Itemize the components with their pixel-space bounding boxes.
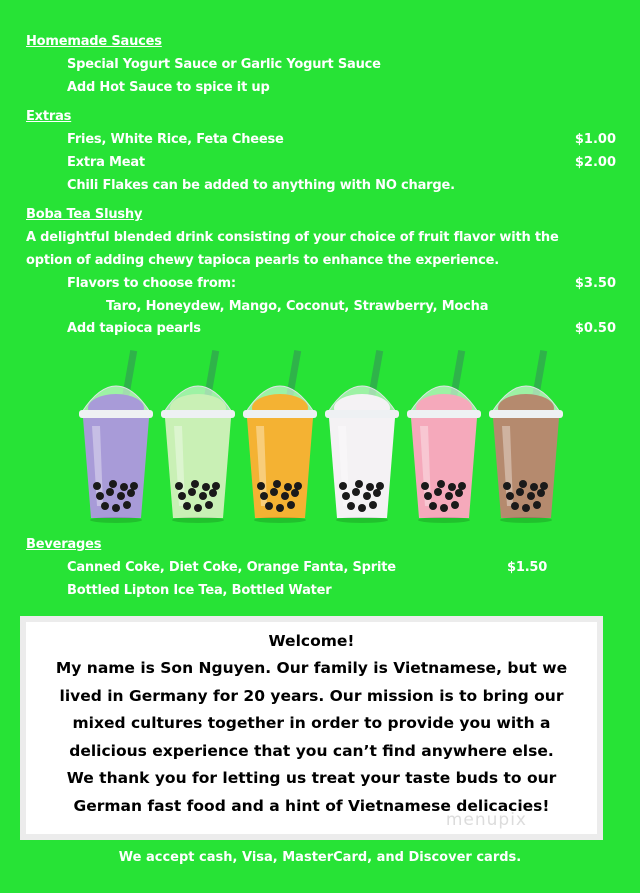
tapioca-pearl (178, 492, 186, 500)
section-heading-beverages: Beverages (26, 537, 102, 552)
tapioca-pearl (112, 504, 120, 512)
welcome-box (20, 616, 603, 840)
tapioca-pearl (183, 502, 191, 510)
tapioca-pearl (458, 482, 466, 490)
boba-cup-strawberry (407, 350, 481, 523)
section-heading-sauces: Homemade Sauces (26, 34, 162, 49)
boba-cups-illustration (76, 346, 572, 526)
tapioca-pearl (194, 504, 202, 512)
welcome-title: Welcome! (268, 632, 355, 650)
beverages-line-1: Canned Coke, Diet Coke, Orange Fanta, Sprite (67, 560, 396, 575)
sauce-item-2: Add Hot Sauce to spice it up (67, 80, 270, 95)
tapioca-pearl (188, 488, 196, 496)
tapioca-pearl (421, 482, 429, 490)
tapioca-pearl (437, 480, 445, 488)
tapioca-pearl (123, 501, 131, 509)
tapioca-pearl (339, 482, 347, 490)
boba-cup-honeydew (161, 350, 235, 523)
tapioca-pearl (260, 492, 268, 500)
extras-item-2-price: $2.00 (574, 155, 616, 170)
tapioca-pearl (429, 502, 437, 510)
tapioca-pearl (281, 492, 289, 500)
tapioca-pearl (369, 501, 377, 509)
tapioca-pearl (445, 492, 453, 500)
cup-shadow (90, 517, 142, 523)
tapioca-pearl (516, 488, 524, 496)
tapioca-pearl (191, 480, 199, 488)
tapioca-pearl (434, 488, 442, 496)
tapioca-pearl (120, 483, 128, 491)
tapioca-pearl (506, 492, 514, 500)
tapioca-pearl (376, 482, 384, 490)
tapioca-pearl (503, 482, 511, 490)
cup-rim (407, 410, 481, 418)
tapioca-pearl (199, 492, 207, 500)
tapioca-pearl (455, 489, 463, 497)
tapioca-pearl (440, 504, 448, 512)
cup-rim (243, 410, 317, 418)
tapioca-pearl (93, 482, 101, 490)
beverages-line-2: Bottled Lipton Ice Tea, Bottled Water (67, 583, 332, 598)
tapioca-pearl (212, 482, 220, 490)
tapioca-pearl (109, 480, 117, 488)
boba-cup-mango (243, 350, 317, 523)
tapioca-pearl (273, 480, 281, 488)
tapioca-pearl (363, 492, 371, 500)
boba-cup-mocha (489, 350, 563, 523)
tapioca-pearl (127, 489, 135, 497)
tapioca-pearl (540, 482, 548, 490)
cup-rim (325, 410, 399, 418)
tapioca-pearl (522, 504, 530, 512)
welcome-line-4: delicious experience that you can’t find anywhere else. (69, 741, 554, 760)
boba-flavors-list: Taro, Honeydew, Mango, Coconut, Strawberry, Mocha (106, 299, 489, 314)
welcome-line-1: My name is Son Nguyen. Our family is Vietnamese, but we (55, 659, 568, 677)
welcome-line-2: lived in Germany for 20 years. Our mission is to bring our (59, 686, 564, 705)
cup-rim (79, 410, 153, 418)
boba-flavors-label: Flavors to choose from: (67, 276, 236, 291)
tapioca-pearl (527, 492, 535, 500)
cup-shadow (418, 517, 470, 523)
tapioca-pearl (342, 492, 350, 500)
extras-item-1: Fries, White Rice, Feta Cheese (67, 132, 284, 147)
sauce-item-1: Special Yogurt Sauce or Garlic Yogurt Sauce (67, 57, 381, 72)
section-heading-extras: Extras (26, 109, 72, 124)
cup-shadow (172, 517, 224, 523)
tapioca-pearl (284, 483, 292, 491)
tapioca-pearl (358, 504, 366, 512)
tapioca-pearl (424, 492, 432, 500)
tapioca-pearl (257, 482, 265, 490)
tapioca-pearl (530, 483, 538, 491)
tapioca-pearl (373, 489, 381, 497)
tapioca-pearl (205, 501, 213, 509)
tapioca-pearl (448, 483, 456, 491)
boba-cup-taro (79, 350, 153, 523)
boba-pearls-label: Add tapioca pearls (67, 321, 201, 336)
tapioca-pearl (265, 502, 273, 510)
tapioca-pearl (519, 480, 527, 488)
tapioca-pearl (347, 502, 355, 510)
tapioca-pearl (451, 501, 459, 509)
boba-pearls-price: $0.50 (574, 321, 616, 336)
section-heading-boba: Boba Tea Slushy (26, 207, 143, 222)
tapioca-pearl (101, 502, 109, 510)
tapioca-pearl (106, 488, 114, 496)
welcome-line-5: We thank you for letting us treat your taste buds to our (66, 769, 557, 787)
extras-item-2: Extra Meat (67, 155, 145, 170)
beverages-line-1-price: $1.50 (507, 560, 548, 575)
cup-rim (489, 410, 563, 418)
boba-desc-line-2: option of adding chewy tapioca pearls to enhance the experience. (26, 253, 499, 268)
tapioca-pearl (291, 489, 299, 497)
tapioca-pearl (202, 483, 210, 491)
extras-item-3: Chili Flakes can be added to anything with NO charge. (67, 178, 455, 193)
tapioca-pearl (355, 480, 363, 488)
tapioca-pearl (287, 501, 295, 509)
tapioca-pearl (130, 482, 138, 490)
cup-shadow (254, 517, 306, 523)
tapioca-pearl (96, 492, 104, 500)
tapioca-pearl (537, 489, 545, 497)
cup-rim (161, 410, 235, 418)
boba-cup-coconut (325, 350, 399, 523)
tapioca-pearl (294, 482, 302, 490)
welcome-line-6: German fast food and a hint of Vietnamese delicacies! (73, 796, 550, 815)
cup-shadow (336, 517, 388, 523)
payment-note: We accept cash, Visa, MasterCard, and Discover cards. (118, 850, 522, 865)
watermark: menupix (445, 810, 527, 830)
tapioca-pearl (352, 488, 360, 496)
boba-desc-line-1: A delightful blended drink consisting of your choice of fruit flavor with the (26, 230, 559, 245)
tapioca-pearl (270, 488, 278, 496)
tapioca-pearl (209, 489, 217, 497)
tapioca-pearl (366, 483, 374, 491)
cup-shadow (500, 517, 552, 523)
boba-flavors-price: $3.50 (574, 276, 616, 291)
welcome-line-3: mixed cultures together in order to provide you with a (72, 714, 551, 732)
tapioca-pearl (175, 482, 183, 490)
tapioca-pearl (276, 504, 284, 512)
tapioca-pearl (117, 492, 125, 500)
tapioca-pearl (511, 502, 519, 510)
tapioca-pearl (533, 501, 541, 509)
extras-item-1-price: $1.00 (574, 132, 616, 147)
